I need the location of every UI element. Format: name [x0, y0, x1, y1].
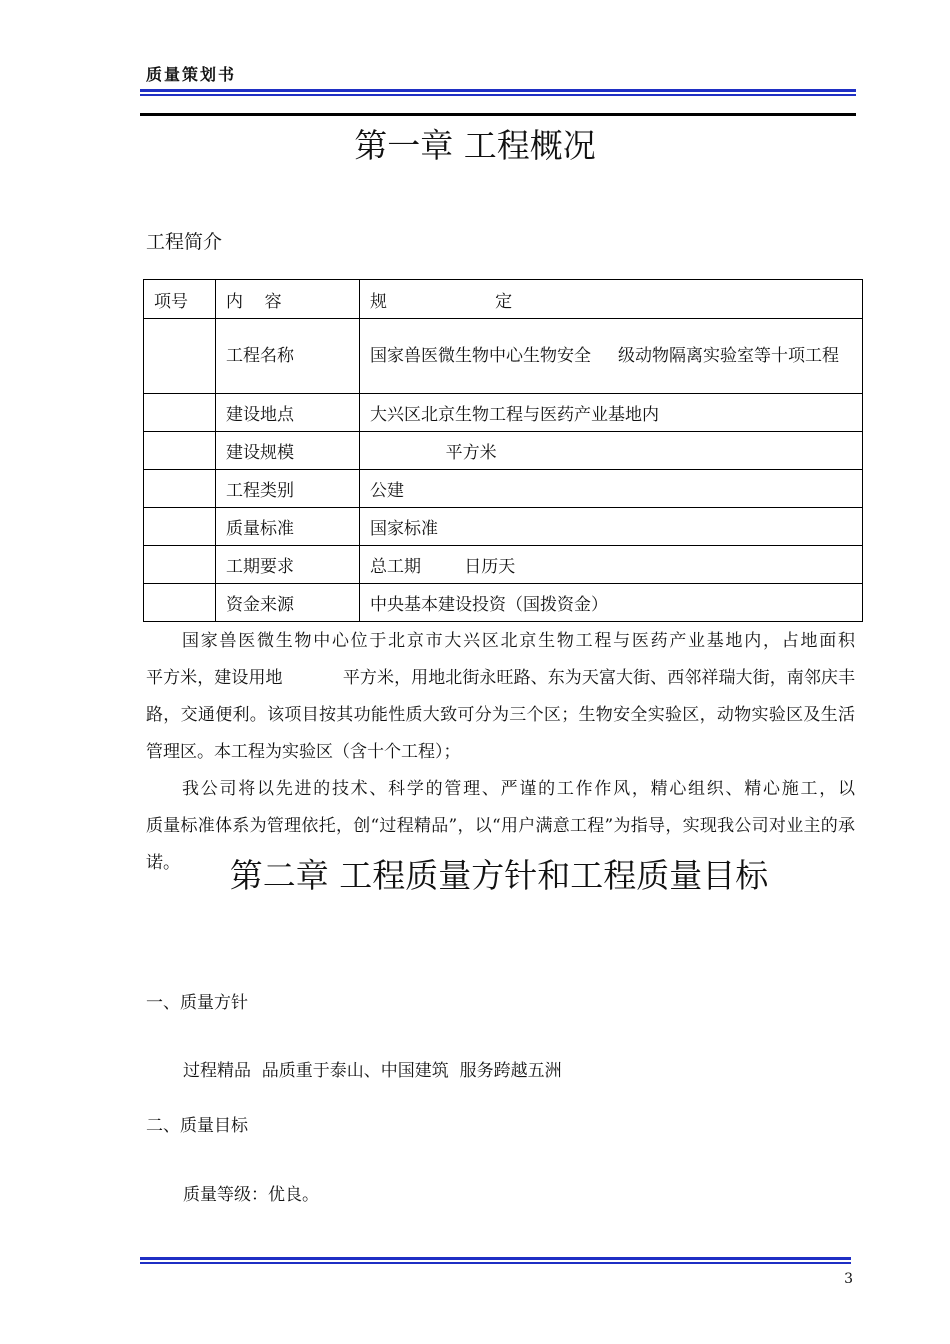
row-spec-cell: 大兴区北京生物工程与医药产业基地内	[360, 394, 863, 432]
row-spec-cell: 中央基本建设投资（国拨资金）	[360, 584, 863, 622]
row-no-cell	[144, 394, 216, 432]
company-commitment-paragraph: 我公司将以先进的技术、科学的管理、严谨的工作作风，精心组织、精心施工，以 质量标准体系为管理依托，创“过程精品”，以“用户满意工程”为指导，实现我公司对业主的承诺。	[146, 779, 920, 873]
table-row	[144, 470, 863, 508]
header-rule-blue-top	[140, 89, 856, 92]
chapter1-title: 第一章 工程概况	[354, 126, 596, 165]
section-title-project-intro: 工程简介	[146, 231, 223, 253]
row-no-cell	[144, 432, 216, 470]
row-item-cell: 工期要求	[216, 546, 360, 584]
row-no-cell	[144, 584, 216, 622]
header-rule-blue-bottom	[140, 94, 856, 96]
page-number: 3	[844, 1271, 853, 1287]
row-item-cell: 建设地点	[216, 394, 360, 432]
project-spec-table	[143, 279, 863, 622]
table-header-row	[144, 280, 863, 319]
header-cell-spec: 规 定	[360, 280, 863, 319]
chapter2-title: 第二章 工程质量方针和工程质量目标	[229, 856, 769, 895]
table-row	[144, 432, 863, 470]
row-no-cell	[144, 319, 216, 394]
quality-goal-heading: 二、质量目标	[146, 1116, 248, 1136]
document-header-title: 质量策划书	[146, 65, 237, 84]
row-spec-cell: 国家标准	[360, 508, 863, 546]
quality-policy-heading: 一、质量方针	[146, 993, 248, 1013]
table-row	[144, 319, 863, 394]
footer-rule-blue-bottom	[140, 1262, 851, 1264]
row-no-cell	[144, 508, 216, 546]
table-row	[144, 508, 863, 546]
row-spec-cell: 总工期 日历天	[360, 546, 863, 584]
quality-goal-text: 质量等级：优良。	[183, 1185, 319, 1205]
quality-policy-text: 过程精品 品质重于泰山、中国建筑 服务跨越五洲	[183, 1061, 562, 1081]
row-item-cell: 质量标准	[216, 508, 360, 546]
header-cell-item: 内 容	[216, 280, 360, 319]
header-cell-no: 项号	[144, 280, 216, 319]
row-spec-cell: 国家兽医微生物中心生物安全 级动物隔离实验室等十项工程	[360, 319, 863, 394]
row-spec-cell: 公建	[360, 470, 863, 508]
row-item-cell: 工程类别	[216, 470, 360, 508]
footer-rule-blue-top	[140, 1257, 851, 1260]
table-row	[144, 546, 863, 584]
project-description-paragraph: 国家兽医微生物中心位于北京市大兴区北京生物工程与医药产业基地内，占地面积 平方米，建设用地 平方米，用地北街永旺路、东为天富大街、西邻祥瑞大街，南邻庆丰路，交通便利。该项目按其功能性质大致可分为三个区；生物安全实验区，动物实验区及生活管理区。本工程为实验区（含十个工程）；	[146, 631, 910, 762]
table-row	[144, 584, 863, 622]
row-no-cell	[144, 470, 216, 508]
row-item-cell: 资金来源	[216, 584, 360, 622]
table-row	[144, 394, 863, 432]
header-rule-black	[140, 113, 856, 116]
row-item-cell: 建设规模	[216, 432, 360, 470]
row-item-cell: 工程名称	[216, 319, 360, 394]
row-no-cell	[144, 546, 216, 584]
row-spec-cell: 平方米	[360, 432, 863, 470]
